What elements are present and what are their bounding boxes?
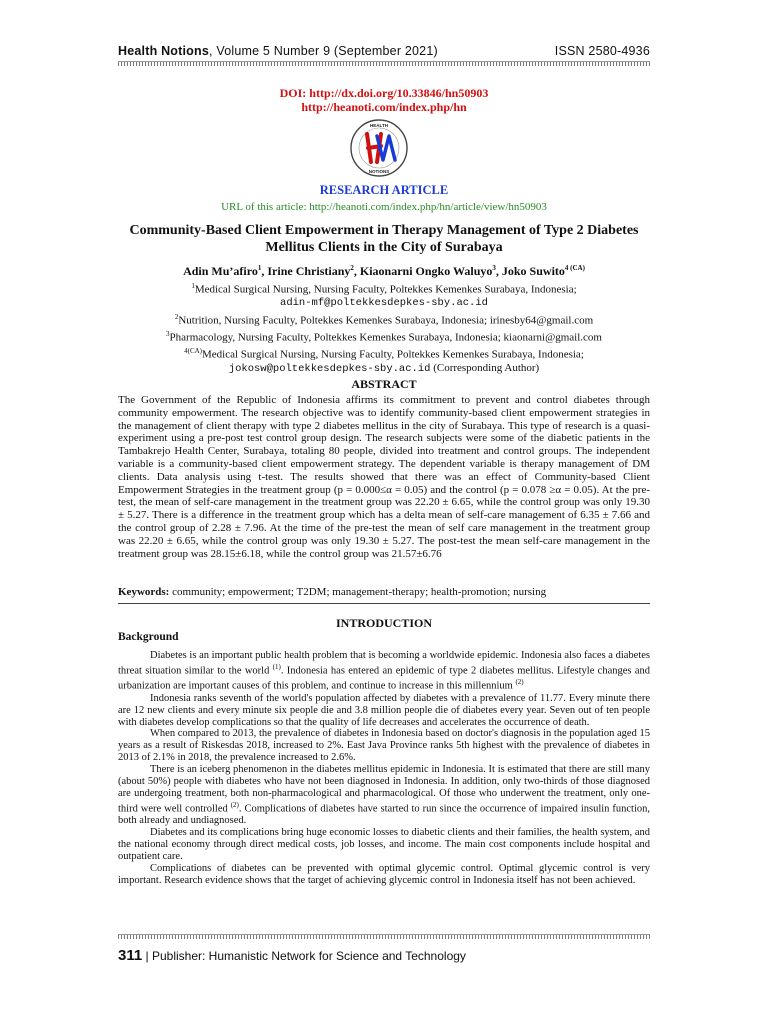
paragraph-5: Diabetes and its complications bring huge economic losses to diabetic clients and their families, the health system, and the national economy through direct medical costs, job losses, and income. The main cost components include hospital and outpatient care.: [118, 827, 650, 862]
author-2: Irine Christiany: [267, 264, 351, 278]
abstract-text: The Government of the Republic of Indonesia affirms its commitment to prevent and control diabetes through community empowerment. The research objective was to identify community-based client empowerment strategies in the management of client therapy with type 2 diabetes mellitus in the city of Surabaya. This type of research is a quasi-experiment using a pre-post test control group design. The research subjects were some of the diabetic patients in the Tambakrejo Health Center, Surabaya, totaling 80 people, divided into treatment and control groups. The independent variable is a community-based client empowerment strategy. The dependent variable is therapy management of DM clients. Data analysis using t-test. The results showed that there was an effect of Community-based Client Empowerment Strategies in the treatment group (p = 0.000≤α = 0.05) and the control (p = 0.078 ≥α = 0.05). At the pre-test, the mean of self-care management in the treatment group was 22.20 ± 6.65, while the control group was only 19.30 ± 5.27. There is a difference in the treatment group which has a delta mean of self-care management of 6.35 ± 7.66 and the control group of 2.28 ± 7.96. At the time of the pre-test the mean of self care management in the treatment group was 22.20 ± 6.65, while the control group was only 19.30 ± 5.27. The post-test the mean self-care management in the treatment group was 28.15±6.18, while the control group was 21.57±6.76: [118, 394, 650, 560]
affiliations: [118, 280, 650, 377]
paragraph-4: [118, 764, 650, 827]
author-2-sup: 2: [350, 264, 354, 272]
aff-3-sup: 3: [166, 329, 170, 338]
journal-citation: [118, 44, 438, 58]
introduction-heading: INTRODUCTION: [335, 616, 432, 630]
doi-block: [118, 86, 650, 114]
page-number: 311: [118, 947, 143, 964]
affiliation-4: [118, 345, 650, 362]
aff-2-sup: 2: [174, 312, 179, 321]
paper-title: [118, 222, 650, 256]
author-3: Kiaonarni Ongko Waluyo: [359, 264, 493, 278]
paragraph-6: Complications of diabetes can be prevented with optimal glycemic control. Optimal glycemic control is very important. Research evidence shows that the target of achieving glycemic control in Indonesia itself has not been achieved.: [118, 862, 650, 886]
body-text: [118, 650, 650, 887]
keywords: [118, 586, 650, 598]
article-type: RESEARCH ARTICLE: [319, 183, 449, 197]
author-4: Joko Suwito: [501, 264, 565, 278]
aff-2-text: Nutrition, Nursing Faculty, Poltekkes Kemenkes Surabaya, Indonesia; irinesby64@gmail.com: [178, 314, 594, 327]
article-url[interactable]: URL of this article: http://heanoti.com/index.php/hn/article/view/hn50903: [221, 201, 547, 213]
aff-4-sup: 4(CA): [184, 346, 202, 355]
journal-issue: , Volume 5 Number 9 (September 2021): [209, 44, 438, 58]
journal-logo: [349, 118, 409, 178]
author-list: Adin Mu’afiro$^1$, Irine Christiany$^2$, Kiaonarni Ongko Waluyo$^3$, Joko Suwito$^{4 (CA)}$: [183, 264, 585, 278]
author-1: Adin Mu’afiro: [183, 264, 258, 278]
p4-part-a: There is an iceberg phenomenon in the diabetes mellitus epidemic in Indonesia. It is estimated that there are still many (about 50%) people with diabetes who have not been diagnosed in Indonesia. In addition, only two-thirds of those diagnosed are undergoing treatment, both non-pharmacological and pharmacological. Of those who underwent the treatment, only one-third were well controlled: [118, 764, 650, 815]
running-header: [118, 44, 650, 58]
title-line-2: Mellitus Clients in the City of Surabaya: [265, 240, 503, 255]
aff-1-sup: 1: [191, 282, 195, 290]
affiliation-1-email[interactable]: adin-mf@poltekkesdepkes-sby.ac.id: [280, 297, 488, 310]
paragraph-1: [118, 650, 650, 693]
aff-4-text: Medical Surgical Nursing, Nursing Faculty, Poltekkes Kemenkes Surabaya, Indonesia;: [202, 348, 584, 361]
abstract-heading: ABSTRACT: [351, 377, 417, 391]
affiliation-2: [118, 311, 650, 328]
logo-top-text: HEALTH: [370, 123, 388, 128]
p1-part-a: Diabetes is an important public health problem that is becoming a worldwide epidemic. Indonesia also faces a diabetes threat situation similar to the world: [118, 650, 650, 677]
keywords-label: Keywords:: [118, 586, 170, 598]
author-1-sup: 1: [257, 264, 262, 272]
p1-part-b: . Indonesia has entered an epidemic of type 2 diabetes mellitus. Lifestyle changes and urbanization are important causes of this problem, and continue to increase in this millennium: [118, 665, 650, 692]
aff-1-text: Medical Surgical Nursing, Nursing Faculty, Poltekkes Kemenkes Surabaya, Indonesia;: [194, 283, 577, 296]
p4-citation: (2): [230, 800, 239, 809]
author-3-sup: 3: [492, 264, 496, 272]
author-4-sup: 4 (CA): [564, 264, 585, 272]
paragraph-3: When compared to 2013, the prevalence of diabetes in Indonesia based on doctor's diagnosis in the population aged 15 years as a result of Riskesdas 2018, increased to 2%. East Java Province ranks 5th highest with the prevalence of diabetes in 2013 of 2.1% in 2018, the prevalence increased to 2.6%.: [118, 728, 650, 764]
doi-link[interactable]: DOI: http://dx.doi.org/10.33846/hn50903: [279, 86, 489, 100]
keywords-list: community; empowerment; T2DM; management-therapy; health-promotion; nursing: [169, 586, 547, 598]
affiliation-1: [118, 280, 650, 297]
affiliation-4-email-line: [118, 362, 650, 377]
journal-name: Health Notions: [118, 44, 209, 58]
p4-part-b: . Complications of diabetes have started to run since the occurrence of impaired insulin function, both already and undiagnosed.: [118, 803, 650, 827]
footer-divider: [118, 934, 650, 939]
background-heading: Background: [118, 631, 179, 643]
title-line-1: Community-Based Client Empowerment in Therapy Management of Type 2 Diabetes: [129, 223, 639, 238]
page-footer: [118, 947, 466, 964]
issn: ISSN 2580-4936: [554, 44, 650, 58]
paragraph-2: Indonesia ranks seventh of the world's population affected by diabetes with a prevalence of 11.77. Every minute there are 12 new clients and every minute six people die and 3.8 million people die of diabetes every year. Seven out of ten people with diabetes develop complications so that the quality of life decreases and accelerates the occurrence of death.: [118, 692, 650, 728]
publisher: | Publisher: Humanistic Network for Science and Technology: [142, 949, 466, 963]
journal-link[interactable]: http://heanoti.com/index.php/hn: [301, 100, 467, 114]
affiliation-3: [118, 328, 650, 345]
aff-4-note: (Corresponding Author): [430, 362, 540, 375]
p1-citation-2: (2): [515, 678, 524, 687]
keywords-divider: [118, 603, 650, 604]
logo-bottom-text: NOTIONS: [368, 169, 390, 174]
p1-citation-1: (1): [272, 662, 281, 671]
aff-4-email[interactable]: jokosw@poltekkesdepkes-sby.ac.id: [228, 363, 431, 376]
header-divider: [118, 61, 650, 66]
aff-3-text: Pharmacology, Nursing Faculty, Poltekkes Kemenkes Surabaya, Indonesia; kiaonarni@gmail.com: [169, 331, 602, 344]
